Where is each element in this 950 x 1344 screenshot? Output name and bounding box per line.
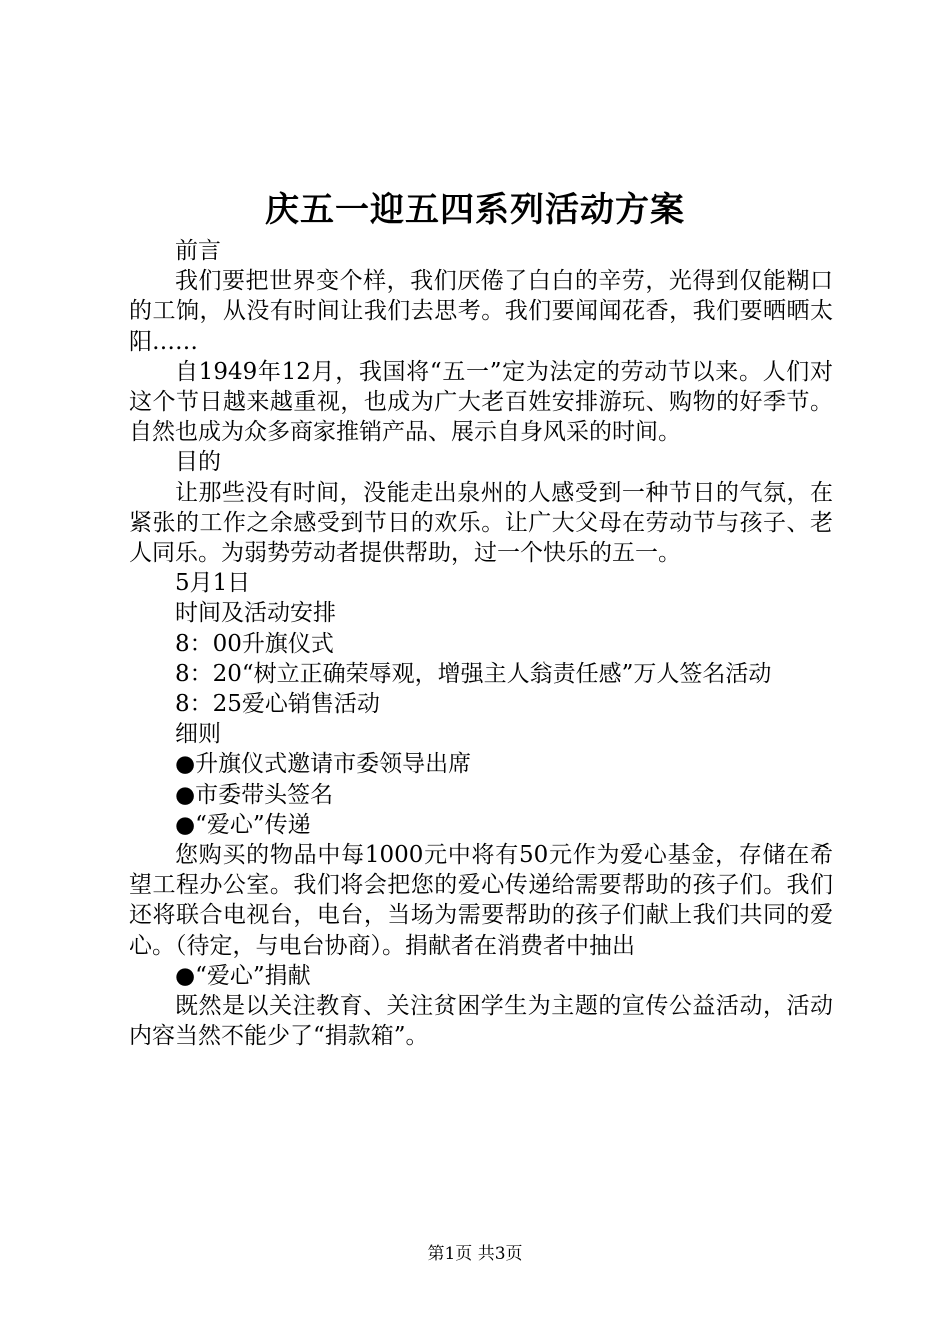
bullet-item: ●升旗仪式邀请市委领导出席 <box>175 751 472 778</box>
page-number: 第1页 共3页 <box>427 1244 523 1264</box>
date-label: 5月1日 <box>175 570 251 597</box>
schedule-item: 8：25爱心销售活动 <box>175 691 380 718</box>
bullet-item: ●市委带头签名 <box>175 781 334 808</box>
schedule-item: 8：20“树立正确荣辱观，增强主人翁责任感”万人签名活动 <box>175 660 772 687</box>
body-paragraph: 我们要把世界变个样，我们厌倦了白白的辛劳，光得到仅能糊口的工饷，从没有时间让我们去思考。我们要闻闻花香，我们要晒晒太阳…… <box>129 268 833 355</box>
schedule-item: 8：00升旗仪式 <box>175 630 334 657</box>
section-heading-purpose: 目的 <box>175 449 221 476</box>
section-heading-schedule: 时间及活动安排 <box>175 600 336 627</box>
body-paragraph: 您购买的物品中每1000元中将有50元作为爱心基金，存储在希望工程办公室。我们将会把您的爱心传递给需要帮助的孩子们。我们还将联合电视台，电台，当场为需要帮助的孩子们献上我们共同的爱心。（待定，与电台协商）。捐献者在消费者中抽出 <box>129 842 833 959</box>
section-heading-preface: 前言 <box>175 238 221 264</box>
bullet-item: ●“爱心”捐献 <box>175 962 311 989</box>
body-paragraph: 自1949年12月，我国将“五一”定为法定的劳动节以来。人们对这个节日越来越重视，也成为广大老百姓安排游玩、购物的好季节。自然也成为众多商家推销产品、展示自身风采的时间。 <box>129 358 833 446</box>
bullet-item: ●“爱心”传递 <box>175 811 311 838</box>
body-paragraph: 既然是以关注教育、关注贫困学生为主题的宣传公益活动，活动内容当然不能少了“捐款箱”。 <box>129 993 833 1050</box>
document-body <box>129 236 833 1051</box>
document-title: 庆五一迎五四系列活动方案 <box>265 190 685 230</box>
body-paragraph: 让那些没有时间，没能走出泉州的人感受到一种节日的气氛，在紧张的工作之余感受到节日的欢乐。让广大父母在劳动节与孩子、老人同乐。为弱势劳动者提供帮助，过一个快乐的五一。 <box>129 479 833 567</box>
section-heading-details: 细则 <box>175 721 221 748</box>
